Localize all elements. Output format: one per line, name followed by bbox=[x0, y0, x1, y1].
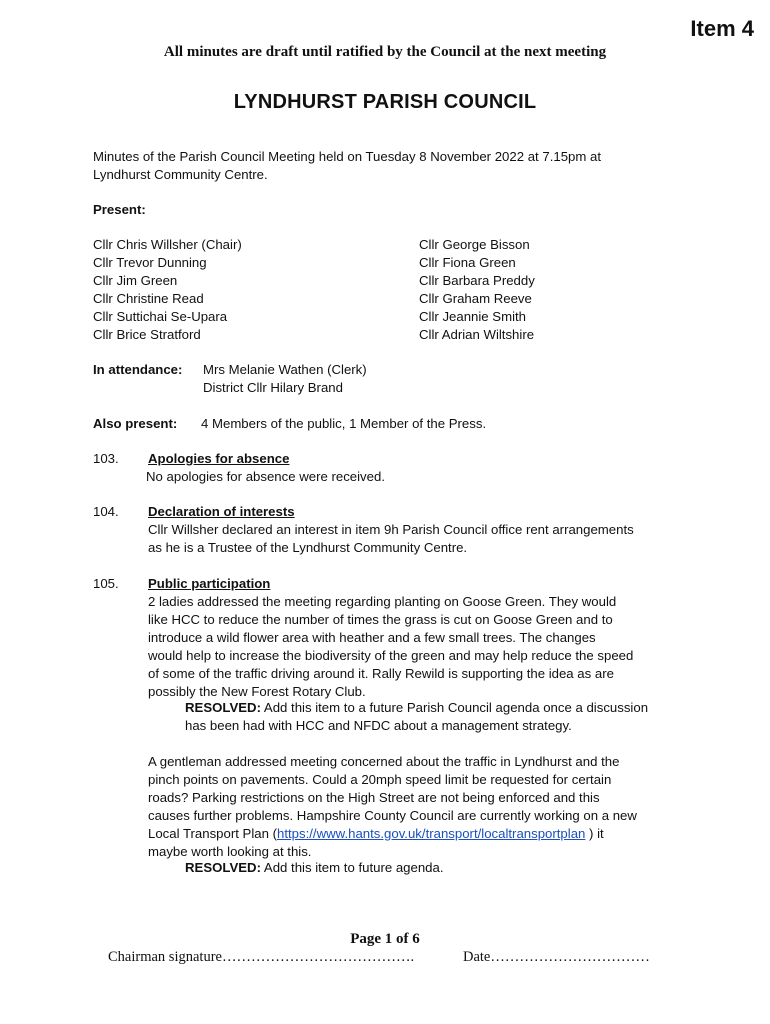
member-name: Cllr Christine Read bbox=[93, 291, 204, 306]
item-text: Cllr Willsher declared an interest in item 9h Parish Council office rent arrangements bbox=[148, 522, 634, 537]
item-number: 105. bbox=[93, 576, 119, 591]
resolution-text: Add this item to a future Parish Council agenda once a discussion bbox=[260, 700, 649, 715]
item-text: of some of the traffic driving around it. Rally Rewild is supporting the idea as are bbox=[148, 666, 614, 681]
member-name: Cllr Fiona Green bbox=[419, 255, 516, 270]
member-name: Cllr George Bisson bbox=[419, 237, 530, 252]
item-text: introduce a wild flower area with heather and a few small trees. The changes bbox=[148, 630, 596, 645]
item-number: 103. bbox=[93, 451, 119, 466]
page-number: Page 1 of 6 bbox=[350, 931, 420, 947]
attendance-label: In attendance: bbox=[93, 362, 183, 377]
item-104 bbox=[148, 503, 688, 557]
item-text: causes further problems. Hampshire County Council are currently working on a new bbox=[148, 808, 637, 823]
member-name: Cllr Suttichai Se-Upara bbox=[93, 309, 228, 324]
member-name: Cllr Trevor Dunning bbox=[93, 255, 207, 270]
transport-plan-link[interactable]: https://www.hants.gov.uk/transport/localtransportplan bbox=[277, 826, 586, 841]
page-title: LYNDHURST PARISH COUNCIL bbox=[233, 91, 537, 113]
also-present-label: Also present: bbox=[93, 416, 178, 431]
resolution-1 bbox=[185, 699, 685, 735]
item-105 bbox=[148, 575, 688, 701]
item-text: No apologies for absence were received. bbox=[146, 469, 385, 484]
attendee-name: Mrs Melanie Wathen (Clerk) bbox=[203, 362, 367, 377]
member-name: Cllr Adrian Wiltshire bbox=[419, 327, 535, 342]
item-text: pinch points on pavements. Could a 20mph speed limit be requested for certain bbox=[148, 772, 612, 787]
item-text: would help to increase the biodiversity of the green and may help reduce the speed bbox=[148, 648, 634, 663]
resolution-text: has been had with HCC and NFDC about a management strategy. bbox=[185, 718, 572, 733]
item-text: Local Transport Plan ( bbox=[148, 826, 278, 841]
resolved-label: RESOLVED: bbox=[185, 860, 261, 875]
also-present-text: 4 Members of the public, 1 Member of the Press. bbox=[201, 416, 487, 431]
intro-line: Lyndhurst Community Centre. bbox=[93, 167, 268, 182]
item-heading: Public participation bbox=[148, 576, 271, 591]
item-heading: Apologies for absence bbox=[148, 451, 290, 466]
date-line: Date…………………………… bbox=[463, 949, 650, 965]
item-103 bbox=[148, 450, 688, 486]
member-name: Cllr Jeannie Smith bbox=[419, 309, 527, 324]
member-name: Cllr Chris Willsher (Chair) bbox=[93, 237, 242, 252]
intro-line: Minutes of the Parish Council Meeting held on Tuesday 8 November 2022 at 7.15pm at bbox=[93, 149, 602, 164]
resolution-text: Add this item to future agenda. bbox=[260, 860, 444, 875]
item-text: 2 ladies addressed the meeting regarding planting on Goose Green. They would bbox=[148, 594, 617, 609]
member-name: Cllr Brice Stratford bbox=[93, 327, 201, 342]
member-name: Cllr Graham Reeve bbox=[419, 291, 532, 306]
resolution-2 bbox=[185, 859, 685, 877]
draft-notice: All minutes are draft until ratified by the Council at the next meeting bbox=[163, 44, 607, 60]
item-text: as he is a Trustee of the Lyndhurst Community Centre. bbox=[148, 540, 468, 555]
attendance-list bbox=[203, 361, 603, 397]
item-heading: Declaration of interests bbox=[148, 504, 295, 519]
attendee-name: District Cllr Hilary Brand bbox=[203, 380, 343, 395]
present-list-left bbox=[93, 236, 393, 344]
item-text: roads? Parking restrictions on the High Street are not being enforced and this bbox=[148, 790, 600, 805]
item-105-paragraph-2 bbox=[148, 753, 688, 861]
chairman-signature-line: Chairman signature…………………………………. bbox=[108, 949, 415, 965]
present-list-right bbox=[419, 236, 719, 344]
item-text: possibly the New Forest Rotary Club. bbox=[148, 684, 366, 699]
item-text: ) it bbox=[585, 826, 604, 841]
item-text: maybe worth looking at this. bbox=[148, 844, 312, 859]
item-text: like HCC to reduce the number of times the grass is cut on Goose Green and to bbox=[148, 612, 613, 627]
item-text: A gentleman addressed meeting concerned about the traffic in Lyndhurst and the bbox=[148, 754, 620, 769]
member-name: Cllr Barbara Preddy bbox=[419, 273, 535, 288]
item-number: 104. bbox=[93, 504, 119, 519]
resolved-label: RESOLVED: bbox=[185, 700, 261, 715]
item-label: Item 4 bbox=[690, 16, 754, 41]
intro-paragraph bbox=[93, 148, 693, 184]
present-label: Present: bbox=[93, 202, 146, 217]
member-name: Cllr Jim Green bbox=[93, 273, 178, 288]
